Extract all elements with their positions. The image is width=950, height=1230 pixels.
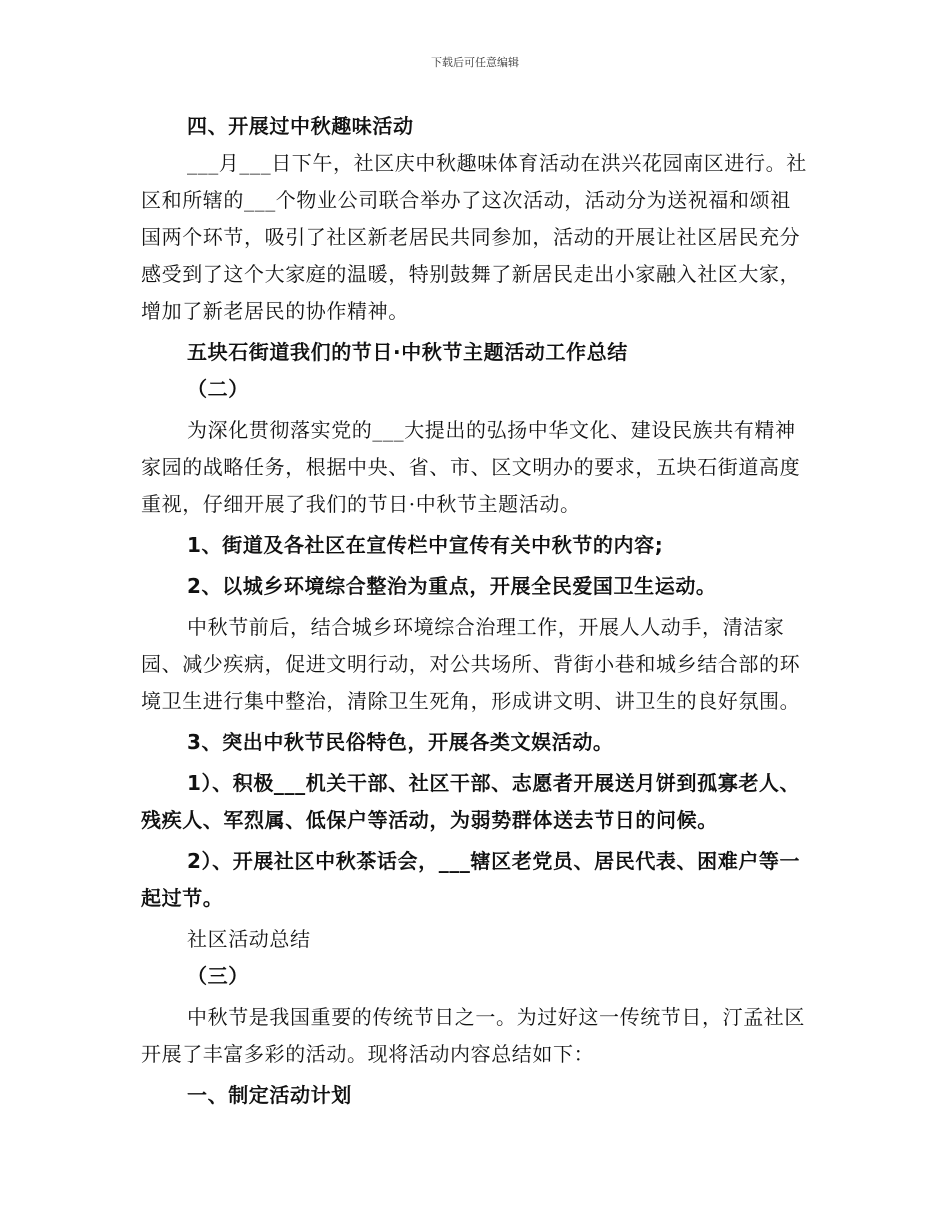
page-header: 下载后可任意编辑 xyxy=(431,56,519,69)
section-heading-4: 四、开展过中秋趣味活动 xyxy=(187,114,414,138)
list-item-1: 1、街道及各社区在宣传栏中宣传有关中秋节的内容; xyxy=(187,533,664,557)
document-body xyxy=(141,108,811,1114)
part-number-3: （三） xyxy=(187,964,249,988)
section-heading-1: 一、制定活动计划 xyxy=(187,1083,352,1107)
body-paragraph: 为深化贯彻落实党的___大提出的弘扬中华文化、建设民族共有精神家园的战略任务，根据中央、省、市、区文明办的要求，五块石街道高度重视，仔细开展了我们的节日·中秋节主题活动。 xyxy=(141,418,801,516)
body-paragraph: ___月___日下午，社区庆中秋趣味体育活动在洪兴花园南区进行。社区和所辖的___个物业公司联合举办了这次活动，活动分为送祝福和颂祖国两个环节，吸引了社区新老居民共同参加，活动的开展让社区居民充分感受到了这个大家庭的温暖，特别鼓舞了新居民走出小家融入社区大家，增加了新老居民的协作精神。 xyxy=(141,151,807,323)
list-item-2: 2、以城乡环境综合整治为重点，开展全民爱国卫生运动。 xyxy=(187,574,717,598)
body-paragraph: 中秋节前后，结合城乡环境综合治理工作，开展人人动手，清洁家园、减少疾病，促进文明行动，对公共场所、背街小巷和城乡结合部的环境卫生进行集中整治，清除卫生死角，形成讲文明、讲卫生的良好氛围。 xyxy=(141,615,801,713)
section-title: 社区活动总结 xyxy=(187,927,311,951)
sub-item-2: 2）、开展社区中秋茶话会，___辖区老党员、居民代表、困难户等一起过节。 xyxy=(141,849,801,910)
sub-item-1: 1）、积极___机关干部、社区干部、志愿者开展送月饼到孤寡老人、残疾人、军烈属、低保户等活动，为弱势群体送去节日的问候。 xyxy=(141,771,801,832)
body-paragraph: 中秋节是我国重要的传统节日之一。为过好这一传统节日，汀孟社区开展了丰富多彩的活动。现将活动内容总结如下： xyxy=(141,1005,805,1066)
document-title: 五块石街道我们的节日·中秋节主题活动工作总结 xyxy=(187,340,628,364)
part-number-2: （二） xyxy=(187,377,249,401)
list-item-3: 3、突出中秋节民俗特色，开展各类文娱活动。 xyxy=(187,730,614,754)
